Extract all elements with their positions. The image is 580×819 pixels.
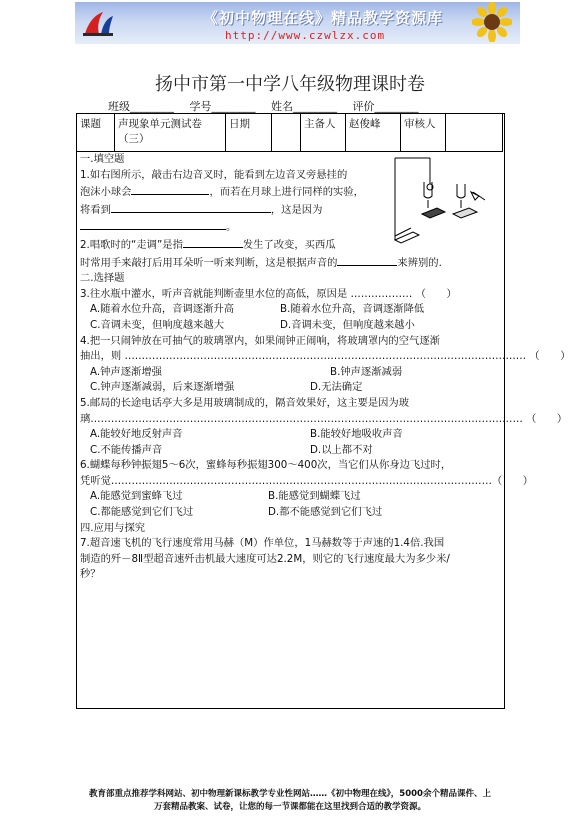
question-5-stem-line-1: 5.邮局的长途电话亭大多是用玻璃制成的，隔音效果好，这主要是因为玻 — [80, 396, 410, 409]
footer-line-2: 万套精品教案、试卷，让您的每一节课都能在这里找到合适的教学资源。 — [153, 802, 426, 812]
site-url[interactable]: http://www.czwlzx.com — [225, 29, 386, 42]
option-a[interactable]: A.钟声逐渐增强 — [90, 365, 162, 378]
question-5-options-row-2 — [80, 443, 500, 459]
reviewer-label: 审核人 — [401, 114, 446, 152]
site-banner — [75, 2, 520, 44]
question-3-options-row-1 — [80, 302, 500, 318]
question-3-options-row-2 — [80, 318, 500, 334]
question-1-line-3 — [80, 201, 500, 219]
question-1-text: ，这是因为 — [270, 203, 323, 216]
question-6-options-row-2 — [80, 505, 500, 521]
date-value[interactable] — [272, 114, 301, 152]
section-application-heading: 四.应用与探究 — [80, 521, 146, 534]
question-5-stem-line-2: 璃……………………………………………………………………………………………………………… （ ） — [80, 412, 568, 425]
answer-blank[interactable] — [183, 236, 243, 248]
sunflower-icon — [472, 2, 512, 42]
answer-blank[interactable] — [80, 218, 226, 230]
option-c[interactable]: C.钟声逐渐减弱，后来逐渐增强 — [90, 381, 235, 394]
question-7-line-1: 7.超音速飞机的飞行速度常用马赫（M）作单位，1马赫数等于声速的1.4倍.我国 — [80, 537, 445, 550]
class-field[interactable]: 班级________ — [108, 100, 174, 113]
question-5-options-row-1 — [80, 427, 500, 443]
question-2-text: 发生了改变，买西瓜 — [242, 238, 336, 251]
evaluation-field[interactable]: 评价________ — [352, 100, 419, 113]
option-b[interactable]: B.随着水位升高，音调逐渐降低 — [280, 303, 425, 316]
page-title: 扬中市第一中学八年级物理课时卷 — [155, 74, 425, 95]
question-1-line-4 — [80, 218, 500, 236]
question-1-line-1: 1.如右图所示，敲击右边音叉时，能看到左边音叉旁悬挂的 — [80, 168, 348, 181]
student-info-line — [108, 98, 429, 114]
section-choice-heading: 二.选择题 — [80, 272, 125, 285]
option-d[interactable]: D.音调未变，但响度越来越小 — [280, 318, 415, 331]
option-c[interactable]: C.音调未变，但响度越来越大 — [90, 318, 225, 331]
name-field[interactable]: 姓名________ — [271, 100, 337, 113]
question-2-text: 来辨别的. — [397, 256, 442, 269]
option-a[interactable]: A.能较好地反射声音 — [90, 428, 183, 441]
footer-line-1: 教育部重点推荐学科网站、初中物理新课标教学专业性网站……《初中物理在线》，5000余个精品课件、上 — [89, 789, 491, 799]
topic-label: 课题 — [77, 114, 115, 152]
question-1-text: 。 — [226, 221, 237, 234]
question-2-text: 2.唱歌时的“走调”是指 — [80, 238, 183, 251]
option-a[interactable]: A.随着水位升高，音调逐渐升高 — [90, 303, 234, 316]
option-a[interactable]: A.能感觉到蜜蜂飞过 — [90, 490, 183, 503]
answer-blank[interactable] — [111, 201, 271, 213]
option-b[interactable]: B.能感觉到蝴蝶飞过 — [268, 490, 361, 503]
preparer-label: 主备人 — [301, 114, 346, 152]
option-d[interactable]: D.以上都不对 — [310, 443, 373, 456]
question-2-line-2 — [80, 254, 500, 272]
question-4-options-row-1 — [80, 365, 500, 381]
answer-blank[interactable] — [337, 254, 397, 266]
site-logo-icon — [81, 8, 115, 38]
date-label: 日期 — [226, 114, 272, 152]
question-1-line-2 — [80, 183, 500, 201]
question-4-options-row-2 — [80, 380, 500, 396]
question-content — [80, 152, 571, 583]
option-d[interactable]: D.都不能感觉到它们飞过 — [268, 506, 383, 519]
question-6-options-row-1 — [80, 489, 500, 505]
option-b[interactable]: B.能较好地吸收声音 — [310, 428, 403, 441]
question-3-stem: 3.往水瓶中灌水，听声音就能判断壶里水位的高低，原因是 ……………… （ ） — [80, 287, 457, 300]
header-table — [76, 113, 503, 152]
question-7-line-2: 制造的歼－8Ⅱ型超音速歼击机最大速度可达2.2M，则它的飞行速度最大为多少米/ — [80, 552, 450, 565]
option-b[interactable]: B.钟声逐渐减弱 — [330, 365, 403, 378]
option-d[interactable]: D.无法确定 — [310, 381, 363, 394]
section-fill-in-heading: 一.填空题 — [80, 153, 125, 165]
question-4-stem-line-2: 抽出，则 ……………………………………………………………………………………………………… （ ） — [80, 350, 571, 363]
page-footer — [0, 788, 580, 814]
student-id-field[interactable]: 学号________ — [189, 100, 256, 113]
option-c[interactable]: C.都能感觉到它们飞过 — [90, 506, 194, 519]
question-4-stem-line-1: 4.把一只闹钟放在可抽气的玻璃罩内，如果闹钟正闹响，将玻璃罩内的空气逐渐 — [80, 334, 440, 347]
question-2-text: 时常用手来敲打后用耳朵听一听来判断，这是根据声音的 — [80, 256, 338, 269]
preparer-value: 赵俊峰 — [346, 114, 401, 152]
topic-value: 声现象单元测试卷（三） — [115, 114, 226, 152]
question-7-line-3: 秒？ — [80, 568, 101, 581]
question-1-text: 将看到 — [80, 203, 111, 216]
question-1-text: 泡沫小球会 — [80, 186, 132, 199]
question-2-line-1 — [80, 236, 500, 254]
option-c[interactable]: C.不能传播声音 — [90, 443, 163, 456]
question-6-stem-line-1: 6.蝴蝶每秒钟振翅5～6次，蜜蜂每秒振翅300～400次，当它们从你身边飞过时， — [80, 459, 452, 472]
question-1-text: ，而若在月球上进行同样的实验， — [209, 186, 364, 199]
answer-blank[interactable] — [131, 183, 209, 195]
reviewer-value[interactable] — [446, 114, 503, 152]
site-brand: 《初中物理在线》精品教学资源库 — [203, 9, 444, 27]
question-6-stem-line-2: 凭听觉…………………………………………………………………………………………………（ ） — [80, 474, 534, 487]
